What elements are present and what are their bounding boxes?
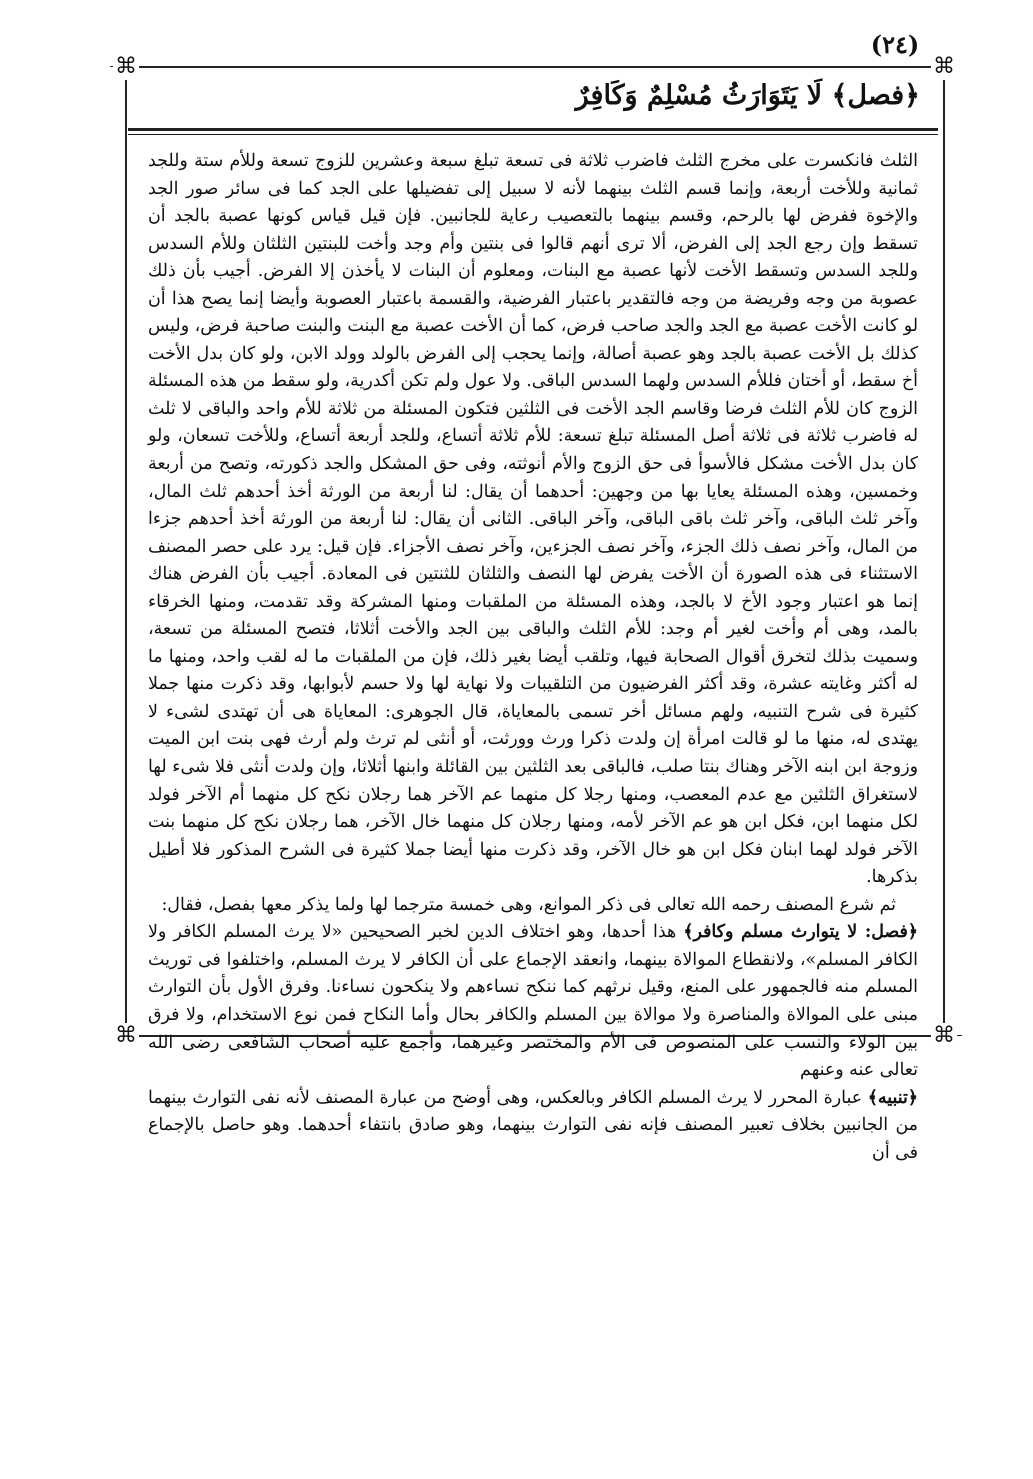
body-paragraph-1: الثلث فانكسرت على مخرج الثلث فاضرب ثلاثة فى تسعة تبلغ سبعة وعشرين للزوج تسعة وللأم ستة وللجد ثمانية وللأخت أربعة، وإنما قسم الثلث بينهما لأنه لا سبيل إلى تفضيلها على الجد كما فى سائر صور الجد والإخوة ففرض لها بالرحم، وقسم بينهما بالتعصيب رعاية للجانبين. فإن قيل قياس كونها عصبة بالجد أن تسقط وإن رجع الجد إلى الفرض، ألا ترى أنهم قالوا فى بنتين وأم وجد وأخت للبنتين الثلثان وللأم السدس وللجد السدس وتسقط الأخت لأنها عصبة مع البنات، ومعلوم أن البنات لا يأخذن إلا الفرض. أجيب بأن ذلك عصوبة من وجه وفريضة من وجه فالتقدير باعتبار الفرضية، والقسمة باعتبار العصوبة وأيضا إنما يصح هذا أن لو كانت الأخت عصبة مع الجد والجد صاحب فرض، كما أن الأخت عصبة مع البنت والبنت صاحبة فرض، وليس كذلك بل الأخت عصبة بالجد وهو عصبة أصالة، وإنما يحجب إلى الفرض بالولد وولد الابن، ولو كان بدل الأخت أخ سقط، أو أختان فللأم السدس ولهما السدس الباقى. ولا عول ولم تكن أكدرية، ولو سقط من هذه المسئلة الزوج كان للأم الثلث فرضا وقاسم الجد الأخت فى الثلثين فتكون المسئلة من ثلاثة للأم واحد والباقى لا ثلث له فاضرب ثلاثة فى ثلاثة أصل المسئلة تبلغ تسعة: للأم ثلاثة أتساع، وللجد أربعة أتساع، وللأخت تسعان، ولو كان بدل الأخت مشكل فالأسوأ فى حق الزوج والأم أنوثته، وفى حق المشكل والجد ذكورته، وتصح من أربعة وخمسين، وهذه المسئلة يعايا بها من وجهين: أحدهما أن يقال: لنا أربعة من الورثة أخذ أحدهم ثلث المال، وآخر ثلث الباقى، وآخر ثلث باقى الباقى، وآخر الباقى. الثانى أن يقال: لنا أربعة من الورثة أخذ أحدهم جزءا من المال، وآخر نصف ذلك الجزء، وآخر نصف الجزءين، وآخر نصف الأجزاء. فإن قيل: يرد على حصر المصنف الاستثناء فى هذه الصورة أن الأخت يفرض لها النصف والثلثان للثنتين فى المعادة. أجيب بأن الفرض هناك إنما هو اعتبار وجود الأخ لا بالجد، وهذه المسئلة من الملقبات ومنها المشركة وقد تقدمت، ومنها الخرقاء بالمد، وهى أم وأخت لغير أم وجد: للأم الثلث والباقى بين الجد والأخت أثلاثا، فتصح المسئلة من تسعة، وسميت بذلك لتخرق أقوال الصحابة فيها، وتلقب أيضا بغير ذلك، فإن من الملقبات ما له لقب واحد، ومنها ما له أكثر وغايته عشرة، وقد أكثر الفرضيون من التلقيبات ولا نهاية لها ولا حسم لأبوابها، وقد ذكرت منها جملا كثيرة فى شرح التنبيه، ولهم مسائل أخر تسمى بالمعاياة، قال الجوهرى: المعاياة هى أن تهتدى لشىء لا يهتدى له، منها ما لو قالت امرأة إن ولدت ذكرا ورث وورثت، أو أنثى لم ترث ولم أرث فهى بنت ابن الميت وزوجة ابن ابنه الآخر وهناك بنتا صلب، فالباقى بعد الثلثين بين القائلة وابنها أثلاثا، وإن ولدت أنثى فلا شىء لها لاستغراق الثلثين مع عدم المعصب، ومنها رجلا كل منهما عم الآخر هما رجلان نكح كل منهما أم الآخر فولد لكل منهما ابن، فكل ابن هو عم الآخر لأمه، ومنها رجلان كل منهما خال الآخر، هما رجلان نكح كل منهما بنت الآخر فولد لهما ابنان فكل ابن هو خال الآخر، وقد ذكرت منها أيضا جملا كثيرة فى الشرح المذكور فلا أطيل بذكرها. [148, 151, 918, 888]
matn-label-fasl: ﴿فصل: لا يتوارث مسلم وكافر﴾ [683, 922, 918, 943]
body-paragraph-3 [148, 919, 918, 1084]
body-text [148, 148, 918, 1167]
heading-underline [128, 128, 938, 131]
body-paragraph-2: ثم شرع المصنف رحمه الله تعالى فى ذكر الموانع، وهى خمسة مترجما لها ولما يذكر معها بفصل، فقال: [161, 894, 896, 915]
body-paragraph-3-text: هذا أحدها، وهو اختلاف الدين لخبر الصحيحين «لا يرث المسلم الكافر ولا الكافر المسلم»، ولانقطاع الموالاة بينهما، وانعقد الإجماع على أن الكافر لا يرث المسلم، واختلفوا فى توريث المسلم منه فالجمهور على المنع، وقيل نرثهم كما ننكح نساءهم ولا ينكحون نساءنا. وفرق الأول بأن التوارث مبنى على الموالاة والمناصرة ولا موالاة بين المسلم والكافر بحال وأما النكاح فمن نوع الاستخدام، ولا فرق بين الولاء والنسب على المنصوص فى الأم والمختصر وغيرهما، وأجمع عليه أصحاب الشافعى رضى الله تعالى عنه وعنهم [148, 922, 918, 1081]
section-heading: ﴿فصل﴾ لَا يَتَوَارَثُ مُسْلِمٌ وَكَافِرٌ [575, 80, 920, 111]
right-rule [943, 66, 945, 1036]
top-rule [125, 66, 945, 68]
page-number: (٢٤) [870, 30, 920, 59]
corner-ornament-bottom-right-icon: ⌘ [933, 1023, 955, 1048]
corner-ornament-top-right-icon: ⌘ [933, 54, 955, 79]
heading-underline-thin [128, 134, 938, 135]
corner-ornament-top-left-icon: ⌘ [115, 54, 137, 79]
body-paragraph-4-text: عبارة المحرر لا يرث المسلم الكافر وبالعكس، وهى أوضح من عبارة المصنف لأنه نفى التوارث بينهما من الجانبين بخلاف تعبير المصنف فإنه نفى التوارث بينهما، وهو صادق بانتفاء أحدهما. وهو حاصل بالإجماع فى أن [148, 1087, 918, 1163]
left-rule [125, 66, 127, 1036]
body-paragraph-4 [148, 1085, 918, 1168]
tanbih-label: ﴿تنبيه﴾ [867, 1087, 918, 1108]
corner-ornament-bottom-left-icon: ⌘ [115, 1023, 137, 1048]
